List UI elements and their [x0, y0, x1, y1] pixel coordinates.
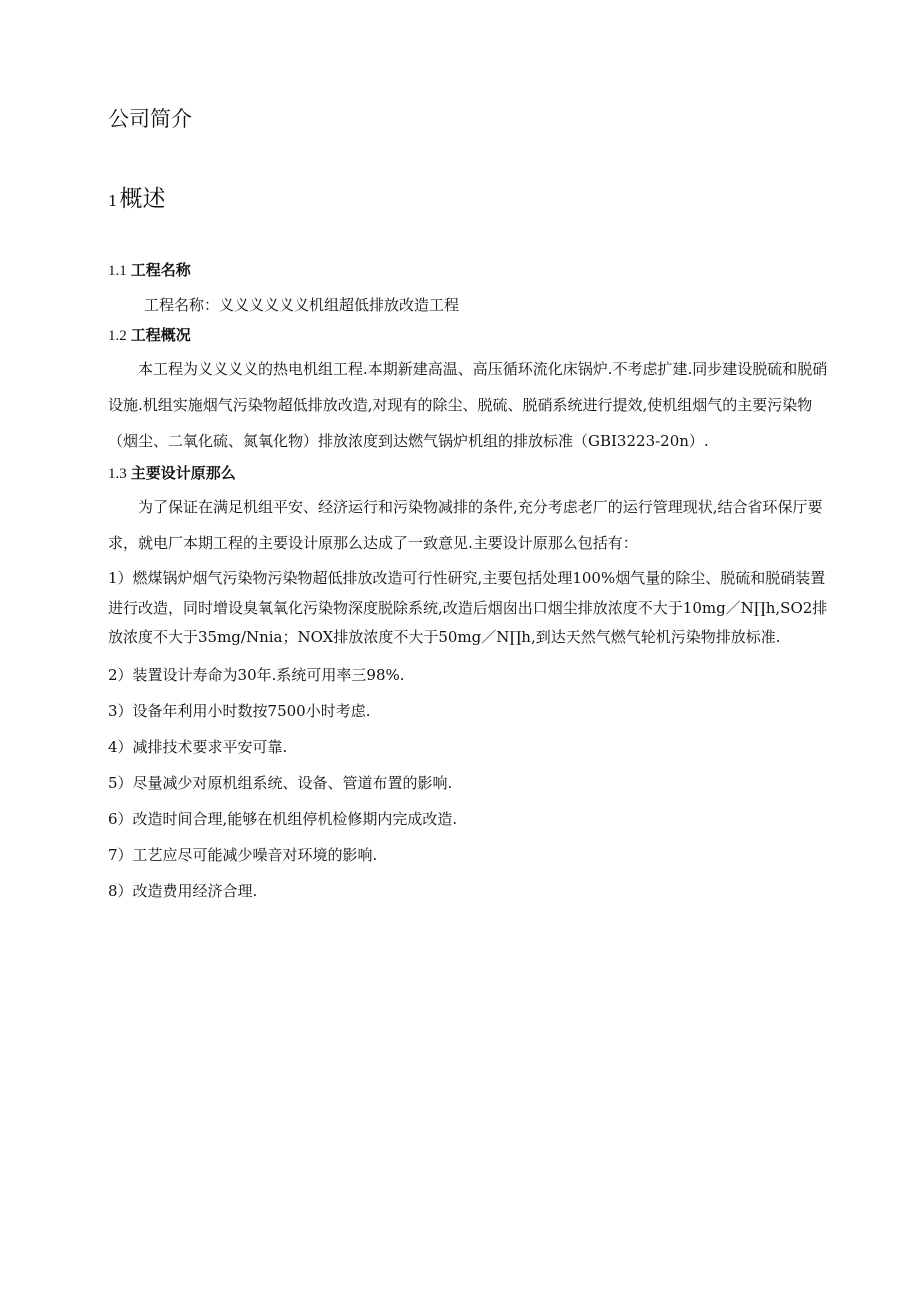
overview-paragraph: 本工程为义义义义的热电机组工程.本期新建高温、高压循环流化床锅炉.不考虑扩建.同步建设脱硫和脱硝设施.机组实施烟气污染物超低排放改造,对现有的除尘、脱硫、脱硝系统进行提效,使机组烟气的主要污染物（烟尘、二氧化硫、氮氧化物）排放浓度到达燃气锅炉机组的排放标准（GBI3223-20n）. — [108, 360, 828, 450]
document-title: 公司简介 — [108, 107, 192, 131]
section-title: 工程名称 — [130, 261, 191, 279]
principle-item-2: 2）装置设计寿命为30年.系统可用率三98%. — [108, 665, 405, 684]
chapter-heading — [108, 183, 166, 217]
section-number: 1.3 — [108, 466, 127, 482]
principle-item-3: 3）设备年利用小时数按7500小时考虑. — [108, 701, 371, 720]
principle-item-5: 5）尽量减少对原机组系统、设备、管道布置的影响. — [108, 773, 453, 792]
principle-item-4: 4）减排技术要求平安可靠. — [108, 737, 288, 756]
document-body — [108, 256, 840, 909]
section-number: 1.2 — [108, 328, 127, 344]
chapter-number: 1 — [108, 192, 118, 210]
section-title: 主要设计原那么 — [130, 464, 236, 482]
section-heading-1-2 — [108, 321, 840, 355]
section-heading-1-3 — [108, 459, 840, 493]
principle-item-6: 6）改造时间合理,能够在机组停机检修期内完成改造. — [108, 809, 458, 828]
section-heading-1-1 — [108, 256, 840, 290]
project-name-paragraph: 工程名称：义义义义义义机组超低排放改造工程 — [144, 296, 460, 314]
principles-intro-paragraph: 为了保证在满足机组平安、经济运行和污染物减排的条件,充分考虑老厂的运行管理现状,结合省环保厅要求，就电厂本期工程的主要设计原那么达成了一致意见.主要设计原那么包括有： — [108, 498, 823, 552]
principle-item-7: 7）工艺应尽可能减少噪音对环境的影响. — [108, 845, 378, 864]
principle-item-8: 8）改造费用经济合理. — [108, 881, 258, 900]
principle-item-1: 1）燃煤锅炉烟气污染物污染物超低排放改造可行性研究,主要包括处理100%烟气量的除尘、脱硫和脱硝装置进行改造，同时增设臭氧氧化污染物深度脱除系统,改造后烟囱出口烟尘排放浓度不大于10mg／N∏h,SO2排放浓度不大于35mg/Nnia；NOX排放浓度不大于50mg／N∏h,到达天然气燃气轮机污染物排放标准. — [108, 569, 828, 646]
section-number: 1.1 — [108, 263, 127, 279]
section-title: 工程概况 — [130, 326, 191, 344]
chapter-title: 概述 — [119, 186, 166, 212]
